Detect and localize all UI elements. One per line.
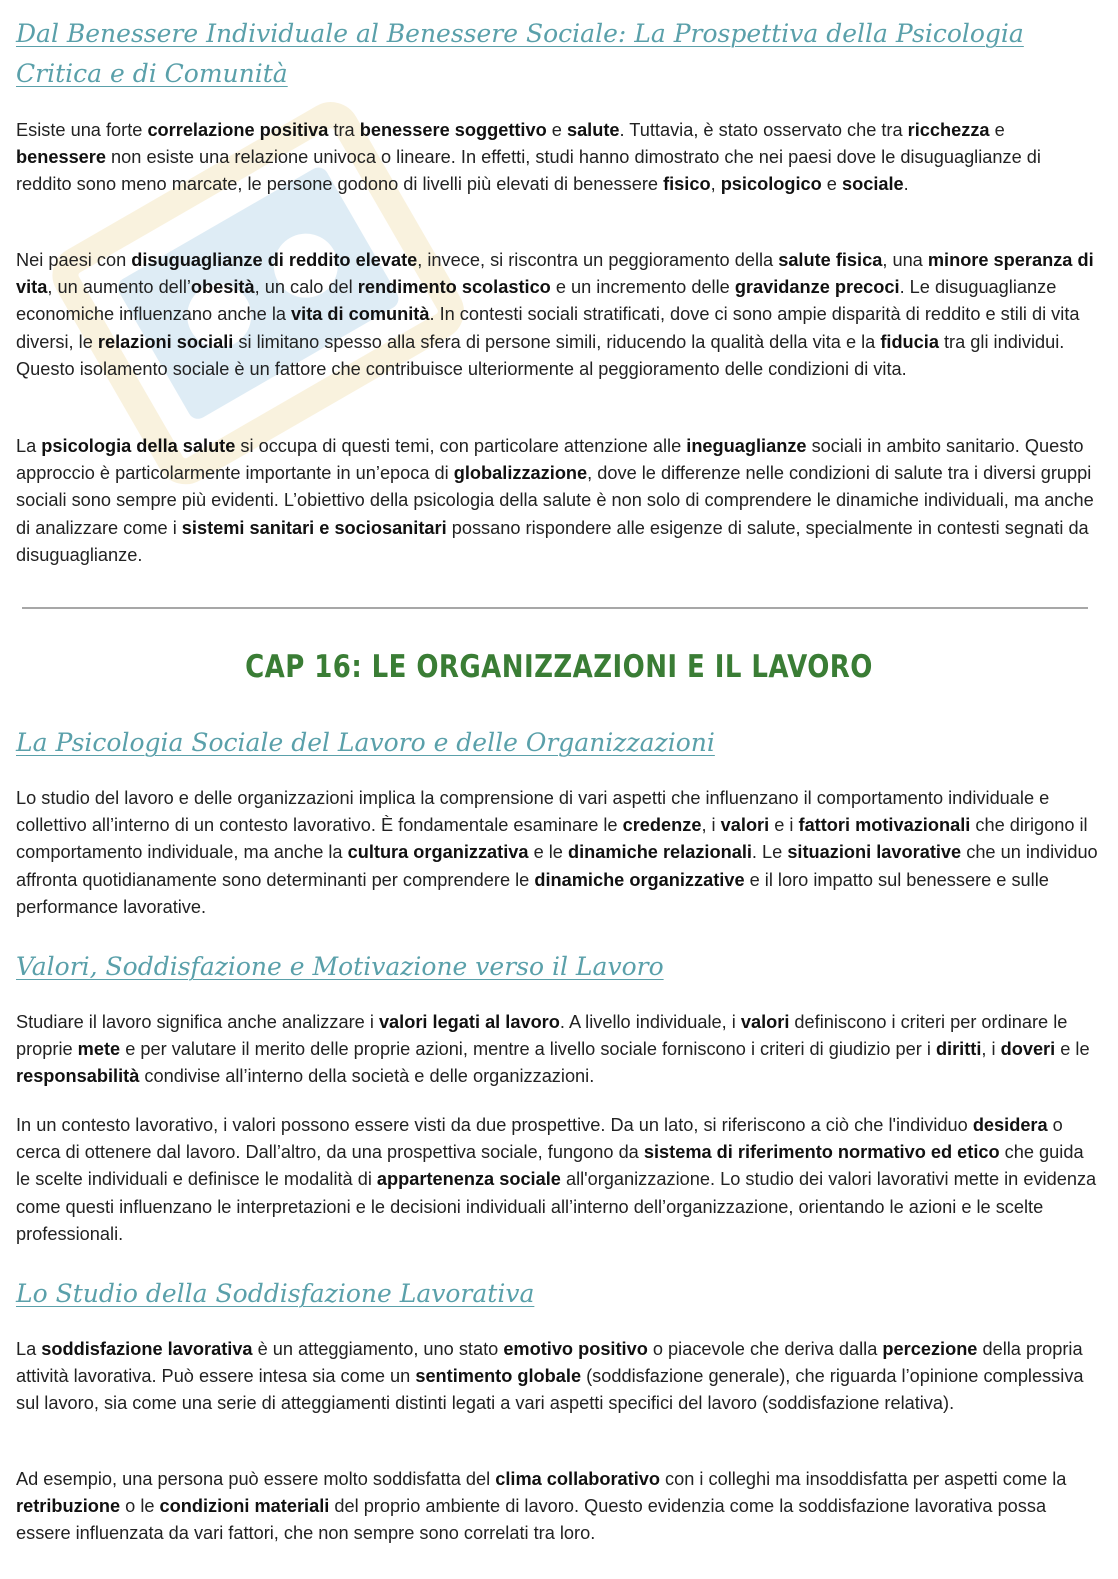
text-run: . Tuttavia, è stato osservato che tra — [619, 120, 908, 140]
paragraph — [16, 247, 1098, 383]
text-run: e i — [769, 815, 799, 836]
bold-term: situazioni lavorative — [787, 842, 962, 863]
bold-term: mete — [77, 1039, 121, 1060]
chapter-title: CAP 16: LE ORGANIZZAZIONI E IL LAVORO — [245, 649, 873, 685]
paragraph — [16, 1336, 1098, 1418]
bold-term: responsabilità — [16, 1066, 140, 1087]
bold-term: salute — [566, 120, 620, 140]
bold-term: disuguaglianze di reddito elevate — [131, 250, 418, 270]
bold-term: minore speranza di vita — [16, 250, 1094, 298]
text-run: si occupa di questi temi, con particolare attenzione alle — [235, 436, 687, 456]
bold-term: rendimento scolastico — [357, 277, 551, 298]
text-run: si limitano spesso alla sfera di persone simili, riducendo la qualità della vita e la — [233, 331, 881, 352]
bold-term: retribuzione — [16, 1496, 121, 1517]
bold-term: vita di comunità — [291, 304, 430, 325]
text-run: . Le disuguaglianze economiche influenzano anche la — [16, 277, 1057, 325]
bold-term: benessere — [16, 147, 106, 168]
text-run: del proprio ambiente di lavoro. Questo evidenzia come la soddisfazione lavorativa possa essere influenzata da vari fattori, che non sempre sono correlati tra loro. — [16, 1496, 1047, 1544]
paragraph — [16, 1112, 1098, 1248]
bold-term: correlazione positiva — [147, 120, 329, 140]
paragraph — [16, 785, 1098, 921]
text-run: Lo studio del lavoro e delle organizzazioni implica la comprensione di vari aspetti che influenzano il comportamento individuale e collettivo all’interno di un contesto lavorativo. È fondamentale esaminare le — [16, 788, 1050, 836]
bold-term: diritti — [935, 1039, 982, 1060]
text-run: o piacevole che deriva dalla — [647, 1339, 883, 1359]
text-run: . A livello individuale, i — [559, 1012, 741, 1032]
text-run: tra gli individui. Questo isolamento sociale è un fattore che contribuisce ulteriormente al peggioramento delle condizioni di vita. — [16, 331, 1065, 379]
bold-term: emotivo positivo — [503, 1339, 648, 1359]
bold-term: valori — [740, 1012, 790, 1032]
paragraph — [16, 1009, 1098, 1091]
bold-term: doveri — [1000, 1039, 1056, 1060]
text-run: tra — [328, 120, 360, 140]
text-run: e un incremento delle — [550, 277, 735, 298]
section-heading-psicologia-lavoro: La Psicologia Sociale del Lavoro e delle Organizzazioni — [16, 728, 715, 757]
bold-term: valori legati al lavoro — [378, 1012, 560, 1032]
bold-term: soddisfazione lavorativa — [41, 1339, 253, 1359]
text-run: non esiste una relazione univoca o lineare. In effetti, studi hanno dimostrato che nei paesi dove le disuguaglianze di reddito sono meno marcate, le persone godono di livelli più elevati di benessere — [16, 147, 1041, 195]
text-run: . In contesti sociali stratificati, dove ci sono ampie disparità di reddito e stili di vita diversi, le — [16, 304, 1080, 352]
text-run: Studiare il lavoro significa anche analizzare i — [16, 1012, 379, 1032]
text-run: e — [821, 174, 842, 195]
text-run: , un aumento dell’ — [47, 277, 191, 298]
section-heading-valori: Valori, Soddisfazione e Motivazione verso il Lavoro — [16, 952, 664, 981]
paragraph — [16, 117, 1098, 199]
bold-term: sociale — [841, 174, 904, 195]
text-run: che un individuo affronta quotidianamente sono determinanti per comprendere le — [16, 842, 1098, 890]
text-run: , i — [701, 815, 721, 836]
bold-term: dinamiche organizzative — [534, 869, 745, 890]
text-run: In un contesto lavorativo, i valori possono essere visti da due prospettive. Da un lato, si riferiscono a ciò che l'individuo — [16, 1115, 973, 1135]
text-run: sociali in ambito sanitario. Questo approccio è particolarmente importante in un’epoca di — [16, 436, 1084, 484]
bold-term: psicologia della salute — [41, 436, 236, 456]
bold-term: fattori motivazionali — [798, 815, 971, 836]
text-run: , — [710, 174, 721, 195]
text-run: della propria attività lavorativa. Può essere intesa sia come un — [16, 1339, 1083, 1387]
text-run: e il loro impatto sul benessere e sulle performance lavorative. — [16, 869, 1049, 917]
bold-term: fiducia — [880, 331, 939, 352]
paragraph — [16, 1466, 1098, 1548]
bold-term: sistemi sanitari e sociosanitari — [181, 517, 447, 538]
text-run: e — [546, 120, 567, 140]
text-run: (soddisfazione generale), che riguarda l’opinione complessiva sul lavoro, sia come una serie di atteggiamenti distinti legati a vari aspetti specifici del lavoro (soddisfazione relativa). — [16, 1366, 1084, 1414]
text-run: con i colleghi ma insoddisfatta per aspetti come la — [660, 1469, 1067, 1489]
bold-term: gravidanze precoci — [734, 277, 900, 298]
text-run: possano rispondere alle esigenze di salute, specialmente in contesti segnati da disuguaglianze. — [16, 517, 1089, 565]
text-run: . Le — [751, 842, 788, 863]
text-run: è un atteggiamento, uno stato — [252, 1339, 504, 1359]
text-run: e le — [528, 842, 568, 863]
text-run: o le — [120, 1496, 160, 1517]
bold-term: fisico — [663, 174, 711, 195]
bold-term: cultura organizzativa — [347, 842, 529, 863]
bold-term: sistema di riferimento normativo ed etico — [643, 1142, 1000, 1163]
text-run: , i — [981, 1039, 1001, 1060]
section-heading-soddisfazione: Lo Studio della Soddisfazione Lavorativa — [16, 1279, 535, 1308]
text-run: La — [16, 1339, 42, 1359]
text-run: , un calo del — [254, 277, 358, 298]
text-run: Esiste una forte — [16, 120, 148, 140]
bold-term: desidera — [972, 1115, 1048, 1135]
bold-term: valori — [720, 815, 770, 836]
bold-term: globalizzazione — [453, 463, 588, 484]
bold-term: credenze — [622, 815, 702, 836]
text-run: definiscono i criteri per ordinare le proprie — [16, 1012, 1068, 1060]
bold-term: ineguaglianze — [686, 436, 807, 456]
bold-term: benessere soggettivo — [359, 120, 547, 140]
bold-term: salute fisica — [778, 250, 883, 270]
text-run: e per valutare il merito delle proprie azioni, mentre a livello sociale forniscono i criteri di giudizio per i — [120, 1039, 936, 1060]
text-run: Nei paesi con — [16, 250, 132, 270]
text-run: o cerca di ottenere dal lavoro. Dall’altro, da una prospettiva sociale, fungono da — [16, 1115, 1063, 1163]
text-run: e — [989, 120, 1005, 140]
section-heading-benessere: Dal Benessere Individuale al Benessere Sociale: La Prospettiva della Psicologia Critica e di Comunità — [16, 19, 1024, 88]
text-run: , una — [882, 250, 928, 270]
text-run: . — [903, 174, 909, 195]
text-run: che dirigono il comportamento individuale, ma anche la — [16, 815, 1088, 863]
text-run: , dove le differenze nelle condizioni di salute tra i diversi gruppi sociali sono sempre più evidenti. L’obiettivo della psicologia della salute è non solo di comprendere le dinamiche individuali, ma anche di analizzare come i — [16, 463, 1094, 538]
bold-term: clima collaborativo — [495, 1469, 660, 1489]
text-run: , invece, si riscontra un peggioramento della — [417, 250, 779, 270]
text-run: condivise all’interno della società e delle organizzazioni. — [139, 1066, 595, 1087]
bold-term: percezione — [882, 1339, 978, 1359]
bold-term: dinamiche relazionali — [567, 842, 752, 863]
bold-term: relazioni sociali — [97, 331, 234, 352]
bold-term: condizioni materiali — [159, 1496, 330, 1517]
bold-term: sentimento globale — [415, 1366, 582, 1387]
text-run: Ad esempio, una persona può essere molto soddisfatta del — [16, 1469, 496, 1489]
text-run: all'organizzazione. Lo studio dei valori lavorativi mette in evidenza come questi influenzano le interpretazioni e le decisioni individuali all’interno dell’organizzazione, orientando le azioni e le scelte professionali. — [16, 1169, 1097, 1244]
paragraph — [16, 433, 1098, 569]
bold-term: obesità — [190, 277, 255, 298]
bold-term: appartenenza sociale — [376, 1169, 561, 1190]
horizontal-rule — [22, 607, 1088, 609]
bold-term: psicologico — [720, 174, 822, 195]
text-run: che guida le scelte individuali e definisce le modalità di — [16, 1142, 1084, 1190]
text-run: e le — [1055, 1039, 1090, 1060]
text-run: La — [16, 436, 42, 456]
bold-term: ricchezza — [907, 120, 990, 140]
